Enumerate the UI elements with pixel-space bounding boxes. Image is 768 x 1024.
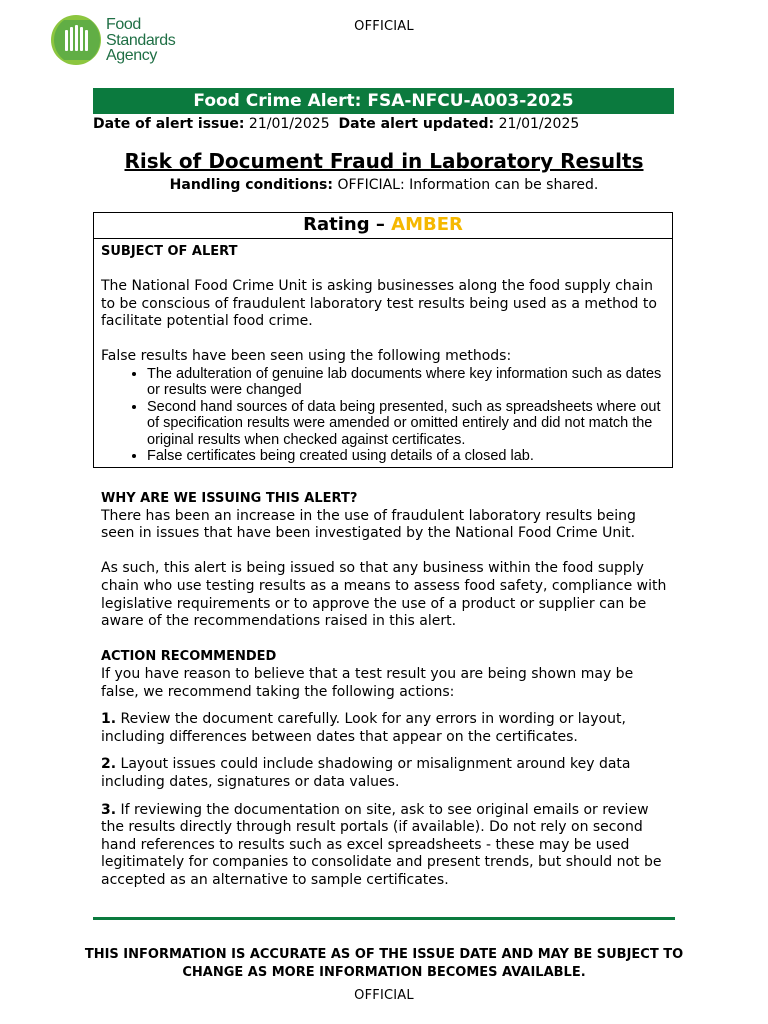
- action-item-2: [101, 756, 673, 791]
- handling-label: Handling conditions:: [169, 177, 333, 193]
- disclaimer-line-1: THIS INFORMATION IS ACCURATE AS OF THE ISSUE DATE AND MAY BE SUBJECT TO: [84, 947, 684, 962]
- document-title: Risk of Document Fraud in Laboratory Results: [124, 149, 644, 173]
- rating-header: [94, 213, 672, 239]
- alert-reference-banner: Food Crime Alert: FSA-NFCU-A003-2025: [93, 88, 674, 114]
- methods-list: [101, 366, 665, 465]
- action-intro: If you have reason to believe that a test result you are being shown may be false, we recommend taking the following actions:: [101, 665, 634, 700]
- handling-conditions: [0, 177, 768, 193]
- action-item-text: Review the document carefully. Look for any errors in wording or layout, including differences between dates that appear on the certificates.: [101, 711, 626, 745]
- disclaimer-line-2: CHANGE AS MORE INFORMATION BECOMES AVAILABLE.: [182, 964, 586, 980]
- issue-date-label: Date of alert issue:: [93, 116, 245, 132]
- fsa-logo: [50, 14, 190, 68]
- subject-heading: SUBJECT OF ALERT: [101, 244, 238, 259]
- classification-header: OFFICIAL: [354, 19, 414, 34]
- methods-intro: False results have been seen using the following methods:: [101, 348, 512, 365]
- action-item-number: 3.: [101, 801, 117, 818]
- footer-divider: [93, 917, 675, 920]
- rating-box: [93, 212, 673, 468]
- rating-level: AMBER: [391, 214, 463, 235]
- action-item-1: [101, 711, 673, 746]
- accuracy-disclaimer: [0, 946, 768, 981]
- action-item-text: If reviewing the documentation on site, ask to see original emails or review the results directly through result portals (if available). Do not rely on second hand references to results such as excel spreadsheets - these may be used legitimately for companies to consolidate and present trends, but should not be accepted as an alternative to sample certificates.: [101, 801, 662, 888]
- rating-prefix: Rating –: [303, 214, 392, 235]
- fsa-logo-icon: [50, 14, 102, 66]
- why-paragraph-2: As such, this alert is being issued so that any business within the food supply chain who use testing results as a means to assess food safety, compliance with legislative requirements or to approve the use of a product or supplier can be aware of the recommendations raised in this alert.: [101, 560, 667, 630]
- updated-date-label: Date alert updated:: [338, 116, 495, 132]
- action-item-3: [101, 802, 673, 890]
- why-heading: WHY ARE WE ISSUING THIS ALERT?: [101, 491, 358, 506]
- issue-date-value: 21/01/2025: [248, 116, 330, 132]
- subject-paragraph: The National Food Crime Unit is asking businesses along the food supply chain to be conscious of fraudulent laboratory test results being used as a method to facilitate potential food crime.: [101, 278, 657, 330]
- list-item: • False certificates being created using details of a closed lab.: [147, 448, 665, 465]
- handling-value: OFFICIAL: Information can be shared.: [337, 177, 599, 193]
- alert-dates: [93, 116, 579, 132]
- list-item: • Second hand sources of data being presented, such as spreadsheets where out of specification results were amended or omitted entirely and did not match the original results when checked against certificates.: [147, 399, 665, 449]
- action-item-number: 1.: [101, 711, 117, 728]
- why-paragraph-1: There has been an increase in the use of fraudulent laboratory results being seen in issues that have been investigated by the National Food Crime Unit.: [101, 507, 636, 542]
- action-heading: ACTION RECOMMENDED: [101, 649, 277, 665]
- list-item: • The adulteration of genuine lab documents where key information such as dates or results were changed: [147, 366, 665, 399]
- rating-body: [94, 239, 672, 465]
- classification-footer: OFFICIAL: [354, 988, 414, 1003]
- action-item-text: Layout issues could include shadowing or misalignment around key data including dates, signatures or data values.: [101, 756, 631, 790]
- action-item-number: 2.: [101, 756, 117, 773]
- logo-wordmark: Food Standards Agency: [106, 16, 176, 64]
- main-content: [101, 490, 673, 889]
- updated-date-value: 21/01/2025: [498, 116, 580, 132]
